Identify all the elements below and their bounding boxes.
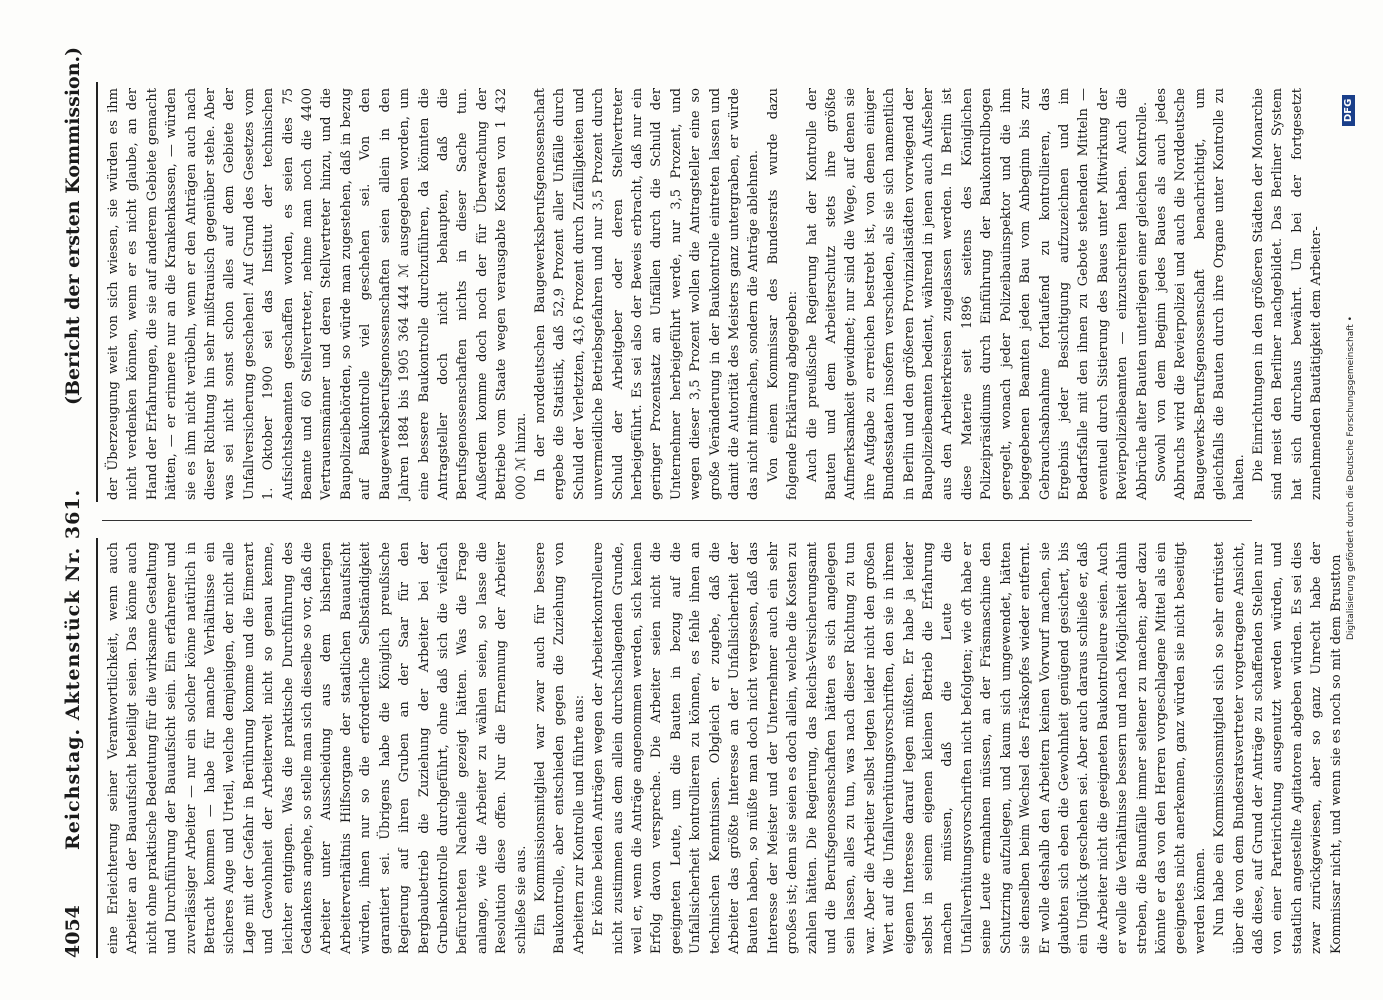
header-rule-right [96,82,98,502]
page-number: 4054 [62,905,84,958]
running-head-right: (Bericht der ersten Kommission.) [62,46,84,405]
paragraph: Von einem Kommissar des Bundesrats wurde dazu folgende Erklärung abgegeben: [765,88,801,500]
column-divider [102,520,1252,521]
paragraph: Auch die preußische Regierung hat der Kontrolle der Bauten und dem Arbeiterschutz stets ihre größte Aufmerksamkeit gewidmet; nur sind die Wege, auf denen sie ihre Aufgabe zu erreichen bestrebt ist, von denen einiger Bundesstaaten insofern verschieden, als sie sich namentlich in Berlin und den größeren Provinzialstädten vorwiegend der Baupolizeibeamten bedient, während in jenen auch Aufseher aus den Arbeiterkreisen zugelassen werden. In Berlin ist diese Materie seit 1896 seitens des Königlichen Polizeipräsidiums durch Einführung der Baukontrollbogen geregelt, wonach jeder Polizeibauinspektor und die ihm beigegebenen Beamten jeden Bau vom Anbeginn bis zur Gebrauchsabnahme fortlaufend zu kontrollieren, das Ergebnis jeder Besichtigung aufzuzeichnen und im Bedarfsfalle mit den ihnen zu Gebote stehenden Mitteln — eventuell durch Sistierung des Baues unter Mitwirkung der Revierpolizeibeamten — einzuschreiten haben. Auch die Abbrüche alter Bauten unterliegen einer gleichen Kontrolle. [804,88,1150,500]
dfg-logo: DFG [1342,95,1355,126]
text-column-left [104,542,1344,954]
paragraph: In der norddeutschen Baugewerksberufsgenossenschaft ergebe die Statistik, daß 52,9 Prozent aller Unfälle durch Schuld der Verletzten, 43,6 Prozent durch Zufälligkeiten und unvermeidliche Betriebsgefahren und nur 3,5 Prozent durch Schuld der Arbeitgeber oder deren Stellvertreter herbeigeführt. Es sei also der Beweis erbracht, daß nur ein geringer Prozentsatz an Unfällen durch die Schuld der Unternehmer herbeigeführt werde, nur 3,5 Prozent, und wegen dieser 3,5 Prozent wollen die Antragsteller eine so große Veränderung in der Baukontrolle eintreten lassen und damit die Autorität des Meisters ganz untergraben, er würde das nicht mitmachen, sondern die Anträge ablehnen. [532,88,762,500]
text-column-right [104,88,1325,500]
running-head-left: Reichstag. Aktenstück Nr. 361. [62,488,84,850]
paragraph: Er könne beiden Anträgen wegen der Arbeiterkontrolleure nicht zustimmen aus dem allein durchschlagenden Grunde, weil er, wenn die Anträge angenommen werden, sich keinen Erfolg davon verspreche. Die Arbeiter seien nicht die geeigneten Leute, um die Bauten in bezug auf die Unfallsicherheit kontrollieren zu können, es fehle ihnen an technischen Kenntnissen. Obgleich er zugebe, daß die Arbeiter das größte Interesse an der Unfallsicherheit der Bauten haben, so müßte man doch nicht vergessen, daß das Interesse der Meister und der Unternehmer auch ein sehr großes ist; denn sie seien es doch allein, welche die Kosten zu zahlen hätten. Die Regierung, das Reichs-Versicherungsamt und die Berufsgenossenschaften hätten es sich angelegen sein lassen, alles zu tun, was nach dieser Richtung zu tun war. Aber die Arbeiter selbst legten leider nicht den großen Wert auf die Unfallverhütungsvorschriften, den sie in ihrem eigenen Interesse darauf legen müßten. Er habe ja leider selbst in seinem eigenen kleinen Betrieb die Erfahrung machen müssen, daß die Leute die Unfallverhütungsvorschriften nicht befolgten; wie oft habe er seine Leute ermahnen müssen, an der Fräsmaschine den Schutzring aufzulegen, und kaum sich umgewendet, hätten sie denselben beim Wechsel des Fräskopfes wieder entfernt. Er wolle deshalb den Arbeitern keinen Vorwurf machen, sie glaubten sich eben die Gewohnheit genügend gesichert, bis ein Unglück geschehen sei. Aber auch daraus schließe er, daß die Arbeiter nicht die geeigneten Baukontrolleure seien. Auch er wolle die Verhältnisse bessern und nach Möglichkeit dahin streben, die Baunfälle immer seltener zu machen; aber dazu könnte er das von den Herren vorgeschlagene Mittel als ein geeignetes nicht anerkennen, ganz würden sie nicht beseitigt werden können. [591,542,1208,954]
paragraph: Ein Kommissionsmitglied war zwar auch für bessere Baukontrolle, aber entschieden gegen die Zuziehung von Arbeitern zur Kontrolle und führte aus: [532,542,587,954]
header-rule-left [96,538,98,958]
paragraph: Die Einrichtungen in den größeren Städten der Monarchie sind meist den Berliner nachgebildet. Das Berliner System hat sich durchaus bewährt. Um bei der fortgesetzt zunehmenden Bautätigkeit dem Arbeiter- [1250,88,1325,500]
paragraph: Nun habe ein Kommissionsmitglied sich so sehr entrüstet über die von dem Bundesratsvertreter vorgetragene Ansicht, daß diese, auf Grund der Anträge zu schaffenden Stellen nur von einer Parteirichtung ausgenutzt werden würden, und staatlich angestellte Agitatoren abgeben würden. Es sei dies zwar zurückgewiesen, aber so ganz Unrecht habe der Kommissar nicht, und wenn sie es noch so mit dem Brustton [1212,542,1344,954]
paragraph: eine Erleichterung seiner Verantwortlichkeit, wenn auch Arbeiter an der Bauaufsicht beteiligt seien. Das könne auch nicht ohne praktische Bedeutung für die wirksame Gestaltung und Durchführung der Bauaufsicht sein. Ein erfahrener und zuverlässiger Arbeiter — nur ein solcher könne natürlich in Betracht kommen — habe für manche Verhältnisse ein sicheres Auge und Urteil, welche demjenigen, der nicht alle Lage mit der Gefahr in Berührung komme und die Eimerart und Gewohnheit der Arbeiterwelt nicht so genau kenne, leichter entgingen. Was die praktische Durchführung des Gedankens angehe, so stelle man sich dieselbe so vor, daß die Arbeiter unter Ausscheidung aus dem bisherigen Arbeiterverhältnis Hilfsorgane der staatlichen Bauaufsicht würden, ihnen nur so die erforderliche Selbständigkeit garantiert sei. Übrigens habe die Königlich preußische Regierung auf ihren Gruben an der Saar für den Bergbaubetrieb die Zuziehung der Arbeiter bei der Grubenkontrolle durchgeführt, ohne daß sich die vielfach befürchteten Nachteile gezeigt hätten. Was die Frage anlange, wie die Arbeiter zu wählen seien, so lasse die Resolution diese offen. Nur die Ernennung der Arbeiter schließe sie aus. [106,542,529,954]
digitization-credit: Digitalisierung gefördert durch die Deutsche Forschungsgemeinschaft • [1346,316,1356,640]
paragraph: Sowohl von dem Beginn jedes Baues als auch jedes Abbruchs wird die Revierpolizei und auch die Norddeutsche Baugewerks-Berufsgenossenschaft benachrichtigt, um gleichfalls die Bauten durch ihre Organe unter Kontrolle zu halten. [1153,88,1247,500]
paragraph: der Überzeugung weit von sich wiesen, sie würden es ihm nicht verdenken können, wenn er es nicht glaube, an der Hand der Erfahrungen, die sie auf anderem Gebiete gemacht hätten, — er erinnere nur an die Krankenkassen, — würden sie es ihm nicht verübeln, wenn er den Anträgen auch nach dieser Richtung hin sehr mißtrauisch gegenüber stehe. Aber was sei nicht sonst schon alles auf dem Gebiete der Unfallversicherung geschehen! Auf Grund des Gesetzes vom 1. Oktober 1900 sei das Institut der technischen Aufsichtsbeamten geschaffen worden, es seien dies 75 Beamte und 60 Stellvertreter, nehme man noch die 4400 Vertrauensmänner und deren Stellvertreter hinzu, und die Baupolizeibehörden, so würde man zugestehen, daß in bezug auf Baukontrolle viel geschehen sei. Von den Baugewerksberufsgenossenschaften seien allein in den Jahren 1884 bis 1905 364 444 ℳ ausgegeben worden, um eine bessere Baukontrolle durchzuführen, da könnten die Antragsteller doch nicht behaupten, daß die Berufsgenossenschaften nichts in dieser Sache tun. Außerdem komme doch noch der für Überwachung der Betriebe vom Staate wegen verausgabte Kosten von 1 432 000 ℳ hinzu. [106,88,529,500]
